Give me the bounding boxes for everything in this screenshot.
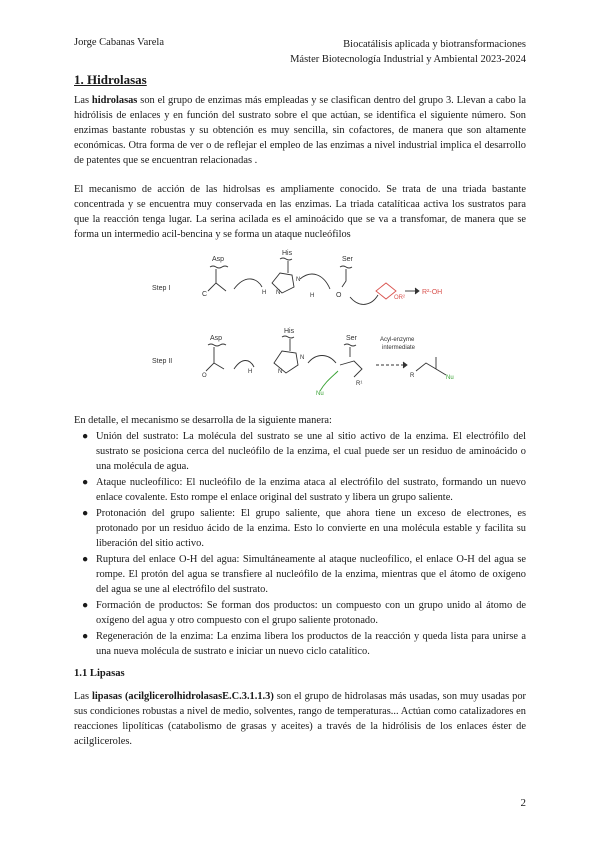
nu-label-2: Nu [316,391,324,397]
svg-text:O: O [336,292,342,299]
svg-text:N: N [300,355,305,361]
svg-text:H: H [248,369,253,375]
svg-text:H: H [310,293,315,299]
page-number: 2 [520,797,526,809]
bullet-icon: ● [82,554,89,566]
bullet-icon: ● [82,431,89,442]
section-title-hidrolasas: 1. Hidrolasas [74,72,147,87]
header-program: Máster Biotecnología Industrial y Ambiental 2023-2024 [290,54,526,65]
bullet-icon: ● [82,631,89,643]
his-label-2: His [284,328,295,335]
list-item: ● Unión del sustrato: La molécula del sustrato se une al sitio activo de la enzima. El electrófilo del sustrato se posiciona cerca del nucleófilo de la enzima, el cual puede ser un residuo de aminoácido o una molécula de agua. [82,431,526,472]
acyl-enzyme-2 [340,361,362,377]
list-item: ● Formación de productos: Se forman dos productos: un compuesto con un grupo unido al átomo de oxígeno del agua y otro compuesto con el grupo saliente protonado. [82,600,526,627]
bullet-icon: ● [82,508,89,520]
detail-intro: En detalle, el mecanismo se desarrolla de la siguiente manera: [74,415,332,426]
header-author: Jorge Cabanas Varela [74,37,164,48]
lipasas-paragraph: Las lipasas (acilglicerolhidrolasasE.C.3.1.1.3) son el grupo de hidrolasas más usadas, son muy usadas por sus condiciones robustas a nivel de medio, solventes, rango de temperaturas... Actúan como catalizadores en reacciones lipolíticas (catabolismo de grasas y aceites) a través de la hidrólisis de los enlaces éster de acilgliceroles. [74,691,526,747]
mechanism-figure [150,245,480,410]
intro-bold-term: hidrolasas [91,95,138,106]
his-label-1: His [282,250,293,257]
list-item: ● Ataque nucleofílico: El nucleófilo de la enzima ataca al electrófilo del sustrato, formando un nuevo enlace covalente. Esto rompe el enlace original del sustrato y libera un grupo saliente. [82,477,526,503]
acyl-enzyme-label-1: Acyl-enzyme [380,337,415,343]
mechanism-steps-list [74,430,526,661]
arrow-asp-his-1 [234,279,262,289]
intro-pre: Las [74,95,92,106]
header-course-block [290,37,526,67]
ser-backbone-1 [340,266,352,268]
ser-label-2: Ser [346,335,357,342]
svg-text:C: C [202,291,208,298]
svg-text:N: N [276,290,281,296]
header-course: Biocatálisis aplicada y biotransformaciones [343,39,526,50]
arrow-his-ser-1 [300,274,330,289]
section-title-lipasas: 1.1 Lipasas [74,668,125,679]
svg-text:O: O [202,373,207,379]
list-item: ● Regeneración de la enzima: La enzima libera los productos de la reacción y queda lista para unirse a una nueva molécula de sustrato e iniciar un nuevo ciclo catalítico. [82,631,526,658]
bullet-icon: ● [82,600,89,612]
asp-carboxylate-1 [208,269,226,291]
svg-text:H: H [262,290,267,296]
bullet-icon: ● [82,477,89,489]
intro-paragraph [74,94,526,169]
step1-label: Step I [152,285,171,292]
svg-text:R: R [410,373,415,379]
asp-label-1: Asp [212,256,225,263]
mechanism-paragraph: El mecanismo de acción de las hidrolsas es ampliamente conocido. Se trata de una triada bastante concentrada y se encuentra muy conservada en las enzimas. La triada catalíticaa activa los sustratos para que la reacción tenga lugar. La serina acilada es el aminoácido que se va a transfomar, de manera que se forma un intermedio acil-bencina y se forma un ataque nucleófilos [74,184,526,240]
asp-label-2: Asp [210,335,223,342]
acyl-enzyme-label-2: intermediate [382,345,416,351]
svg-text:OR²: OR² [394,295,405,301]
r1-label: R¹ [356,381,363,387]
arrow-nu-attack-2 [320,371,338,391]
product2-structure [416,357,446,375]
asp-backbone-1 [210,266,228,268]
list-item: ● Ruptura del enlace O-H del agua: Simultáneamente al ataque nucleofílico, el enlace O-H del agua se rompe. El protón del agua se transfiere al nucleófilo de la enzima, mientras que el átomo de oxígeno del agua se une al electrófilo del sustrato. [82,554,526,595]
list-item: ● Protonación del grupo saliente: El grupo saliente, que ahora tiene un exceso de electrones, es protonado por un residuo ácido de la enzima. Esto lo convierte en una molécula estable y facilita su liberación del sitio activo. [82,508,526,549]
svg-text:N: N [278,369,283,375]
arrow-ser-carbonyl-1 [350,295,378,304]
product1-label: R²-OH [422,289,443,296]
lipasas-bold-term: lipasas (acilglicerolhidrolasasE.C.3.1.1.3) [91,691,274,702]
step2-label: Step II [152,358,173,365]
nu-label-product: Nu [446,375,454,381]
his-backbone-1 [280,258,292,260]
intro-post: son el grupo de enzimas más empleadas y se clasifican dentro del grupo 3. Llevan a cabo la hidrólisis de enlaces y en función del sustrato sobre el que actúan, se identifica el siguiente número. Son enzimas bastante robustas y su obtención es muy sencilla, sin cofactores, de manera que son altamente económicas. Otra forma de ver o de reflejar el empleo de las enzimas a nivel industrial implica el desarrollo de patentes que se encuentran relacionadas . [74,95,526,166]
svg-text:N: N [296,277,301,283]
ser-label-1: Ser [342,256,353,263]
substrate-carbonyl-1 [376,283,396,299]
